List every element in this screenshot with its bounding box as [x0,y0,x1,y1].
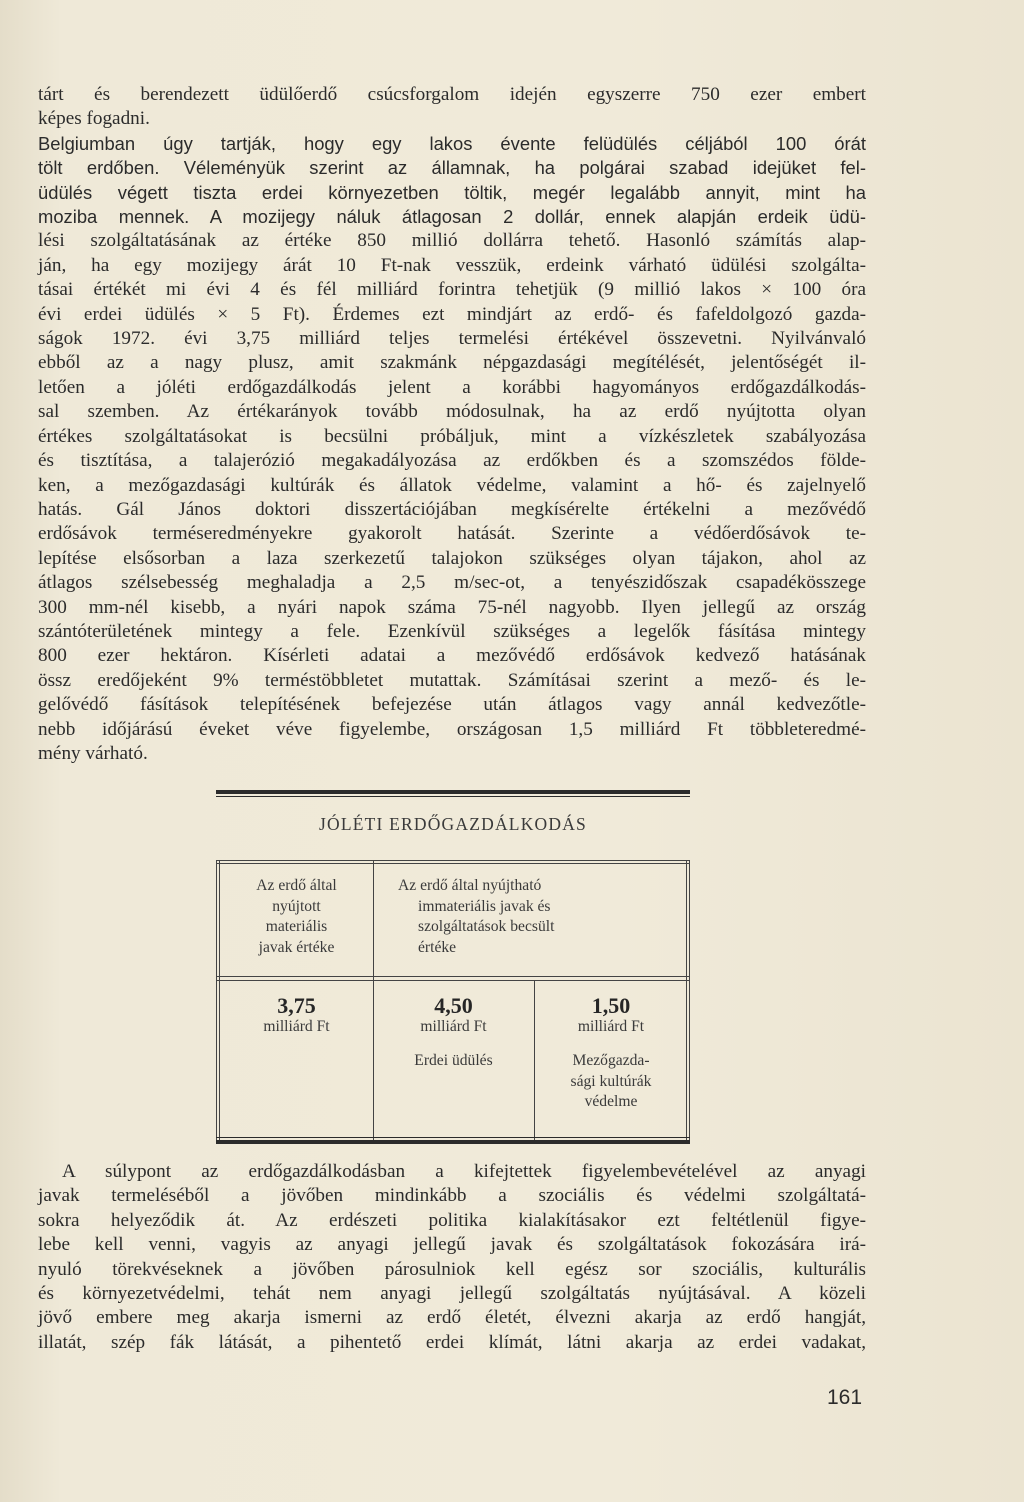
text-line: Belgiumban úgy tartják, hogy egy lakos évente felüdülés céljából 100 órát [38,132,866,154]
text-line: hatás. Gál János doktori disszertációjában megkísérelte értékelni a mezővédő [38,498,866,520]
header-line: materiális [265,918,328,936]
text-line: ságok 1972. évi 3,75 milliárd teljes termelési értékével összevetni. Nyilvánvaló [38,328,866,350]
text-line: nyuló törekvéseknek a jövőben párosulniok kell egész sor szociális, kulturális [38,1258,866,1280]
text-line: tárt és berendezett üdülőerdő csúcsforgalom idején egyszerre 750 ezer embert [38,84,866,105]
header-line: javak értéke [258,938,335,956]
text-line: lepítése elsősorban a laza szerkezetű talajokon szükséges olyan tájakon, ahol az [38,547,866,569]
text-line: 300 mm-nél kisebb, a nyári napok száma 75-nél nagyobb. Ilyen jellegű az ország [38,596,866,618]
text-line: szántóterületének mintegy a fele. Ezenkívül szükséges a legelők fásítása mintegy [38,620,866,642]
table-rule [373,860,374,1140]
value-unit: milliárd Ft [263,1017,330,1035]
value-unit: milliárd Ft [577,1017,645,1035]
header-line: értéke [418,938,457,956]
value-label: sági kultúrák [570,1072,652,1090]
value-recreation [376,993,531,1072]
table-top-rule-thin [216,796,690,797]
text-line: moziba mennek. A mozijegy náluk átlagosan 2 dollár, ennek alapján erdeik üdü- [38,206,866,228]
table-rule [686,860,687,1140]
value-material [224,993,369,1037]
text-line: A súlypont az erdőgazdálkodásban a kifejtettek figyelembevételével az anyagi [62,1161,866,1182]
table-bottom-rule-thin [216,1137,690,1138]
header-line: nyújtott [272,897,321,915]
text-line: tölt erdőben. Véleményük szerint az államnak, ha polgárai szabad idejüket fel- [38,157,866,179]
text-line: össz eredőjeként 9% terméstöbbletet mutattak. Számításai szerint a mező- és le- [38,669,866,691]
text-line: ebből az a nagy plusz, amit szakmánk népgazdasági megítélését, jelentőségét il- [38,352,866,374]
text-line: ken, a mezőgazdasági kultúrák és állatok védelme, valamint a hő- és zajelnyelő [38,474,866,496]
text-line: sokra helyeződik át. Az erdészeti politika kialakításakor ezt feltétlenül figye- [38,1209,866,1231]
value-label: védelme [584,1093,638,1111]
text-line: lebe kell venni, vagyis az anyagi jellegű javak és szolgáltatások fokozására irá- [38,1234,866,1256]
table-rule [534,980,535,1140]
text-line: átlagos szélsebesség meghaladja a 2,5 m/sec-ot, a tenyészidőszak csapadékösszege [38,572,866,594]
header-line: szolgáltatások becsült [418,918,555,936]
text-line: illatát, szép fák látását, a pihentető erdei klímát, látni akarja az erdei vadakat, [38,1331,866,1353]
table-rule [216,980,690,981]
paragraph-2 [38,132,866,230]
table-rule [216,863,690,864]
text-line: 800 ezer hektáron. Kísérleti adatai a mezővédő erdősávok kedvező hatásának [38,645,866,667]
text-line: lési szolgáltatásának az értéke 850 millió dollárra tehető. Hasonló számítás alap- [38,230,866,252]
header-line: Az erdő által [256,877,337,894]
text-line: évi erdei üdülés × 5 Ft). Érdemes ezt mindjárt az erdő- és fafeldolgozó gazda- [38,303,866,325]
table-rule [216,860,217,1140]
text-line: erdősávok terméseredményekre gyakorolt hatását. Szerinte a védőerdősávok te- [38,523,866,545]
value-crop-protection [537,993,685,1113]
table-rule [219,860,220,1140]
body-text-top [38,83,866,766]
text-line: jövő embere meg akarja ismerni az erdő életét, élvezni akarja az erdő hangját, [38,1307,866,1329]
header-line: immateriális javak és [418,897,551,915]
body-text-bottom [38,1160,866,1355]
table-bottom-rule [216,1140,690,1144]
text-line: ján, ha egy mozijegy árát 10 Ft-nak vesszük, erdeink várható üdülési szolgálta- [38,254,866,276]
text-line: javak termeléséből a jövőben mindinkább a szociális és védelmi szolgáltatá- [38,1185,866,1207]
value-label: Mezőgazda- [572,1052,650,1070]
table-rule [689,860,690,1140]
text-line: gelővédő fásítások telepítésének befejezése után átlagos vagy annál kedvezőtle- [38,694,866,716]
text-line: és környezetvédelmi, tehát nem anyagi jellegű szolgáltatás nyújtásával. A közeli [38,1283,866,1305]
text-line: tásai értékét mi évi 4 és fél milliárd forintra tehetjük (9 millió lakos × 100 óra [38,279,866,301]
text-line: és tisztítása, a talajerózió megakadályozása az erdőkben és a szomszédos földe- [38,450,866,472]
table-top-rule [216,790,690,794]
text-line: sal szemben. Az értékarányok tovább módosulnak, ha az erdő nyújtotta olyan [38,401,866,423]
value-label: Erdei üdülés [414,1052,493,1070]
text-line: mény várható. [38,742,148,764]
header-line: Az erdő által nyújtható [398,877,542,894]
text-line: nebb időjárású éveket véve figyelembe, országosan 1,5 milliárd Ft többleteredmé- [38,718,866,740]
page-number: 161 [827,1386,863,1409]
header-material-goods [224,876,369,958]
text-line: képes fogadni. [38,108,150,130]
value-unit: milliárd Ft [420,1017,487,1035]
value-number: 4,50 [434,993,473,1018]
header-immaterial-services [398,876,648,958]
text-line: értékes szolgáltatásokat is becsülni próbáljuk, mint a vízkészletek szabályozása [38,425,866,447]
value-number: 3,75 [277,993,316,1018]
value-number: 1,50 [591,993,631,1018]
text-line: üdülés végett tiszta erdei környezetben töltik, megér legalább annyit, mint ha [38,181,866,203]
table-rule [216,860,690,861]
paragraph-2-cont [38,229,866,766]
text-line: letően a jóléti erdőgazdálkodás jelent a korábbi hagyományos erdőgazdálkodás- [38,376,866,398]
table-title: JÓLÉTI ERDŐGAZDÁLKODÁS [319,814,587,834]
table-rule [216,976,690,977]
value-table [216,790,690,1144]
paragraph-1 [38,83,866,132]
